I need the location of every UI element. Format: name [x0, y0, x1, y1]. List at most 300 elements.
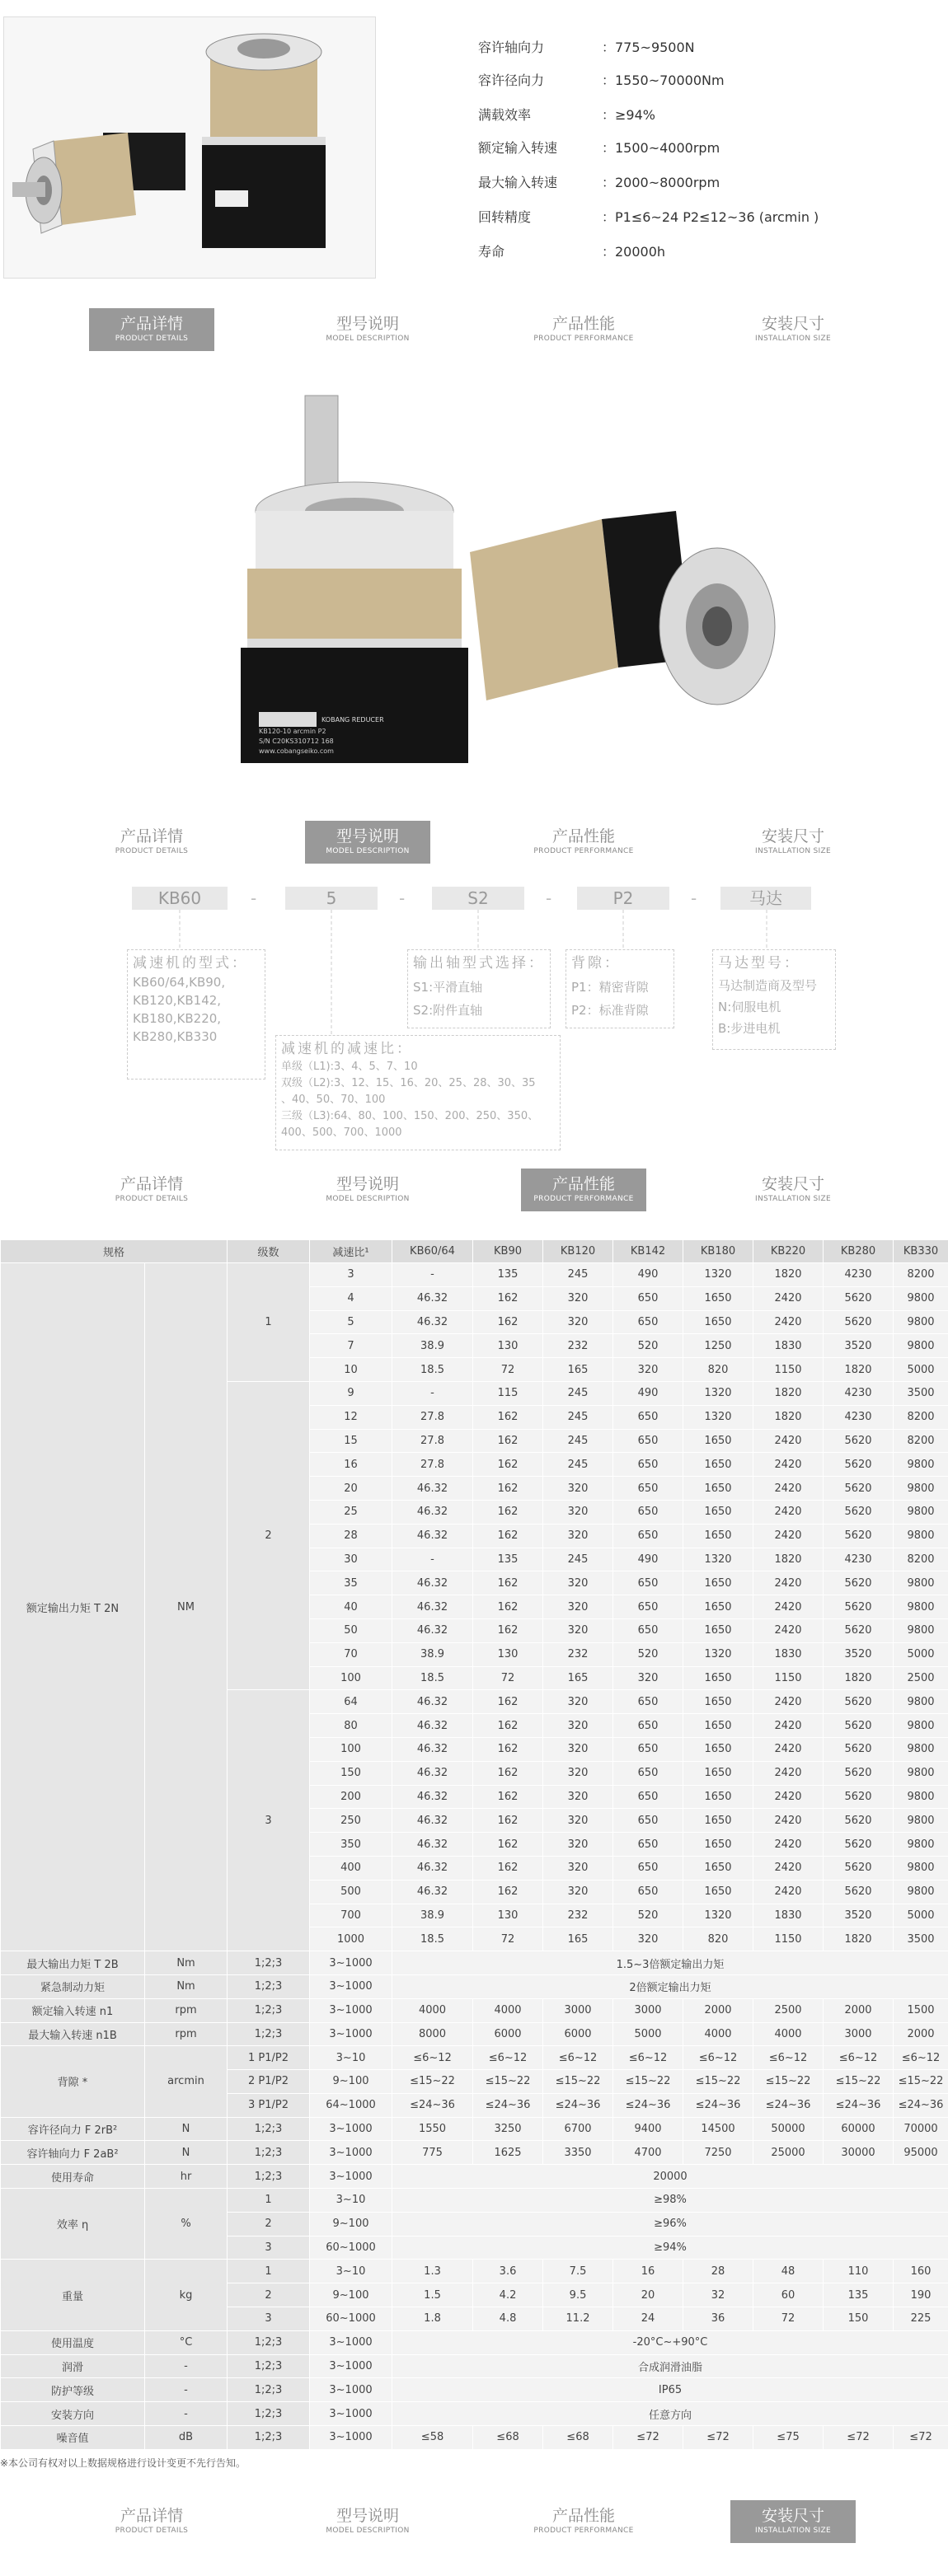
table-cell: 100 [310, 1666, 392, 1690]
table-cell: 46.32 [392, 1785, 473, 1809]
table-cell: 7250 [683, 2141, 753, 2165]
tab-product-performance[interactable] [521, 821, 646, 864]
table-cell: 490 [613, 1548, 683, 1571]
table-cell: 4000 [753, 2022, 824, 2046]
table-cell: 1820 [753, 1381, 824, 1405]
table-cell: 72 [753, 2307, 824, 2331]
tab-installation-size[interactable] [730, 2500, 856, 2543]
table-cell: 775 [392, 2141, 473, 2165]
table-cell: ≥98% [392, 2189, 948, 2213]
table-cell: 1320 [683, 1381, 753, 1405]
table-cell: 5620 [824, 1714, 894, 1738]
desc-shaft [407, 949, 551, 1028]
table-cell: 95000 [894, 2141, 948, 2165]
table-cell: 650 [613, 1453, 683, 1477]
table-header: KB220 [753, 1240, 824, 1263]
table-cell: 320 [543, 1477, 613, 1501]
table-cell: 320 [543, 1500, 613, 1524]
spec-name-cell: 背隙 * [1, 2046, 145, 2117]
desc-title: 减速机的型式： [133, 955, 248, 972]
table-cell: 32 [683, 2283, 753, 2307]
stage-cell: 3 P1/P2 [228, 2093, 310, 2117]
table-cell: 320 [543, 1880, 613, 1904]
unit-cell: arcmin [145, 2046, 228, 2117]
table-row [1, 2260, 948, 2283]
table-cell: 3~1000 [310, 2141, 392, 2165]
table-cell: 500 [310, 1880, 392, 1904]
tab-sublabel: PRODUCT DETAILS [115, 335, 189, 343]
spec-name-cell: 防护等级 [1, 2378, 145, 2402]
brand-label: KOBANG REDUCER [321, 716, 384, 724]
tab-label: 产品性能 [551, 827, 615, 845]
table-cell: 2420 [753, 1809, 824, 1833]
table-cell: 1820 [753, 1548, 824, 1571]
table-cell: 190 [894, 2283, 948, 2307]
desc-line: N:伺服电机 [718, 1000, 781, 1014]
table-cell: 64 [310, 1690, 392, 1714]
table-cell: 2000 [894, 2022, 948, 2046]
table-cell: ≤68 [543, 2426, 613, 2450]
tab-product-details[interactable] [89, 821, 214, 864]
table-cell: 2420 [753, 1785, 824, 1809]
table-cell: 115 [473, 1381, 543, 1405]
table-cell: 8200 [894, 1263, 948, 1287]
table-cell: 2420 [753, 1310, 824, 1334]
table-cell: 46.32 [392, 1856, 473, 1880]
table-cell: 5620 [824, 1429, 894, 1453]
url-label: www.cobangseiko.com [259, 747, 334, 755]
spec-label: 回转精度 [478, 209, 532, 225]
table-cell: 650 [613, 1737, 683, 1761]
code-dash: - [546, 888, 552, 908]
table-cell: 162 [473, 1429, 543, 1453]
desc-line: P1：精密背隙 [571, 980, 649, 995]
unit-cell: hr [145, 2165, 228, 2189]
table-row [1, 1974, 948, 1998]
table-cell: 4700 [613, 2141, 683, 2165]
table-cell: 3500 [894, 1927, 948, 1951]
table-header-row [1, 1240, 948, 1263]
table-cell: 320 [543, 1856, 613, 1880]
table-cell: 650 [613, 1405, 683, 1429]
table-cell: ≤24~36 [543, 2093, 613, 2117]
desc-line: 双级（L2):3、12、15、16、20、25、28、30、35 [281, 1077, 536, 1089]
table-cell: 5620 [824, 1524, 894, 1548]
table-cell: 320 [543, 1595, 613, 1619]
table-cell: 320 [543, 1618, 613, 1642]
table-cell: 46.32 [392, 1833, 473, 1857]
table-cell: 3520 [824, 1334, 894, 1358]
table-cell: 4000 [473, 1998, 543, 2022]
table-cell: 70 [310, 1642, 392, 1666]
table-cell: 3520 [824, 1642, 894, 1666]
unit-cell: NM [145, 1263, 228, 1951]
table-cell: 162 [473, 1880, 543, 1904]
code-dash: - [251, 888, 257, 908]
table-cell: 1650 [683, 1785, 753, 1809]
table-cell: 650 [613, 1714, 683, 1738]
table-cell: 40 [310, 1595, 392, 1619]
table-cell: 5620 [824, 1477, 894, 1501]
unit-cell: - [145, 2354, 228, 2378]
spec-row [478, 107, 655, 124]
table-cell: 3~1000 [310, 2165, 392, 2189]
spec-value: ：2000~8000rpm [602, 175, 720, 190]
stage-cell: 2 [228, 2212, 310, 2236]
table-cell: 72 [473, 1666, 543, 1690]
table-cell: 46.32 [392, 1809, 473, 1833]
table-cell: 162 [473, 1618, 543, 1642]
table-cell: 70000 [894, 2117, 948, 2141]
table-header: KB142 [613, 1240, 683, 1263]
table-cell: 1650 [683, 1618, 753, 1642]
table-header: KB90 [473, 1240, 543, 1263]
table-cell: 9800 [894, 1310, 948, 1334]
table-cell: 650 [613, 1286, 683, 1310]
table-cell: 5620 [824, 1310, 894, 1334]
table-cell: 1830 [753, 1334, 824, 1358]
table-cell: ≤24~36 [473, 2093, 543, 2117]
tab-sublabel: PRODUCT PERFORMANCE [533, 847, 634, 855]
spec-row [478, 209, 819, 226]
table-cell: ≤68 [473, 2426, 543, 2450]
table-cell: 130 [473, 1334, 543, 1358]
desc-line: B:步进电机 [718, 1021, 781, 1036]
table-cell: 5620 [824, 1856, 894, 1880]
table-cell: 162 [473, 1286, 543, 1310]
table-cell: 任意方向 [392, 2402, 948, 2426]
unit-cell: Nm [145, 1974, 228, 1998]
table-cell: 9800 [894, 1880, 948, 1904]
tab-product-performance[interactable] [521, 308, 646, 351]
table-cell: 46.32 [392, 1477, 473, 1501]
table-cell: 4000 [683, 2022, 753, 2046]
table-cell: 1650 [683, 1833, 753, 1857]
stage-cell: 1 [228, 2189, 310, 2213]
table-cell: 320 [543, 1737, 613, 1761]
table-cell: 25 [310, 1500, 392, 1524]
table-cell: 60 [753, 2283, 824, 2307]
table-cell: 4.2 [473, 2283, 543, 2307]
table-cell: 1250 [683, 1334, 753, 1358]
table-cell: 1820 [753, 1263, 824, 1287]
table-cell: 3~10 [310, 2046, 392, 2070]
code-segment-ratio: 5 [285, 887, 378, 910]
table-cell: 28 [310, 1524, 392, 1548]
spec-name-cell: 额定输入转速 n1 [1, 1998, 145, 2022]
tab-label: 安装尺寸 [761, 827, 824, 845]
table-cell: 3~1000 [310, 2117, 392, 2141]
table-cell: 8200 [894, 1429, 948, 1453]
table-row [1, 2046, 948, 2070]
table-cell: 5620 [824, 1809, 894, 1833]
table-cell: 20 [310, 1477, 392, 1501]
performance-table [0, 1239, 948, 2450]
tab-sublabel: MODEL DESCRIPTION [326, 335, 410, 343]
table-cell: 18.5 [392, 1666, 473, 1690]
table-cell: 130 [473, 1642, 543, 1666]
table-cell: 320 [543, 1524, 613, 1548]
table-cell: 1830 [753, 1904, 824, 1927]
stage-cell: 1;2;3 [228, 2330, 310, 2354]
table-cell: 64~1000 [310, 2093, 392, 2117]
tab-label: 产品详情 [120, 827, 183, 845]
table-cell: 46.32 [392, 1524, 473, 1548]
desc-title: 输出轴型式选择： [413, 955, 545, 972]
table-cell: 5620 [824, 1690, 894, 1714]
product-photo [214, 387, 824, 775]
spec-row [478, 40, 695, 56]
table-row [1, 2189, 948, 2213]
table-cell: 38.9 [392, 1334, 473, 1358]
table-cell: ≤24~36 [613, 2093, 683, 2117]
spec-name-cell: 使用寿命 [1, 2165, 145, 2189]
table-cell: 320 [543, 1571, 613, 1595]
table-cell: 1650 [683, 1500, 753, 1524]
table-row [1, 2402, 948, 2426]
table-cell: 7.5 [543, 2260, 613, 2283]
table-cell: 1650 [683, 1714, 753, 1738]
desc-title: 背隙： [571, 955, 621, 972]
table-cell: 2420 [753, 1618, 824, 1642]
table-cell: 1.5~3倍额定输出力矩 [392, 1951, 948, 1975]
table-cell: 25000 [753, 2141, 824, 2165]
tabbar-details [0, 308, 948, 351]
table-cell: 4.8 [473, 2307, 543, 2331]
tab-product-performance[interactable] [521, 2500, 646, 2543]
table-cell: 20000 [392, 2165, 948, 2189]
table-cell: 38.9 [392, 1904, 473, 1927]
table-row [1, 1263, 948, 1287]
table-cell: 135 [473, 1263, 543, 1287]
desc-line: KB280,KB330 [133, 1029, 218, 1044]
stage-cell: 1 P1/P2 [228, 2046, 310, 2070]
table-cell: 1650 [683, 1856, 753, 1880]
tab-model-description[interactable] [305, 1169, 430, 1211]
table-cell: ≤72 [683, 2426, 753, 2450]
table-cell: 1150 [753, 1358, 824, 1382]
table-cell: 110 [824, 2260, 894, 2283]
table-cell: 162 [473, 1809, 543, 1833]
table-cell: 320 [543, 1310, 613, 1334]
table-cell: 46.32 [392, 1737, 473, 1761]
table-cell: 320 [543, 1286, 613, 1310]
table-header: KB60/64 [392, 1240, 473, 1263]
tab-sublabel: PRODUCT DETAILS [115, 2527, 189, 2535]
table-cell: 4230 [824, 1381, 894, 1405]
stage-cell: 1;2;3 [228, 2354, 310, 2378]
table-cell: 1820 [824, 1927, 894, 1951]
unit-cell: dB [145, 2426, 228, 2450]
serial-label: S/N C20KS310712 168 [259, 738, 334, 745]
table-cell: 3~1000 [310, 2354, 392, 2378]
table-cell: 1650 [683, 1477, 753, 1501]
tab-product-details[interactable] [89, 2500, 214, 2543]
table-cell: 合成润滑油脂 [392, 2354, 948, 2378]
table-cell: 1830 [753, 1642, 824, 1666]
unit-cell: Nm [145, 1951, 228, 1975]
table-cell: 350 [310, 1833, 392, 1857]
table-cell: 2420 [753, 1477, 824, 1501]
desc-ratio [275, 1035, 561, 1150]
table-cell: 5620 [824, 1571, 894, 1595]
table-cell: 3~10 [310, 2260, 392, 2283]
table-cell: 2000 [683, 1998, 753, 2022]
table-cell: 27.8 [392, 1453, 473, 1477]
tabbar-performance [0, 1169, 948, 1211]
tab-sublabel: PRODUCT PERFORMANCE [533, 1195, 634, 1203]
table-header: KB280 [824, 1240, 894, 1263]
table-cell: 3~1000 [310, 1998, 392, 2022]
desc-motor [712, 949, 836, 1050]
table-cell: 650 [613, 1785, 683, 1809]
stage-cell: 1;2;3 [228, 2165, 310, 2189]
spec-value: ：P1≤6~24 P2≤12~36 (arcmin ) [602, 209, 819, 225]
tab-product-details[interactable] [89, 1169, 214, 1211]
desc-line: 、40、50、70、100 [281, 1094, 386, 1106]
tab-model-description[interactable] [305, 2500, 430, 2543]
table-cell: 9~100 [310, 2283, 392, 2307]
spec-value: ：775~9500N [602, 40, 695, 55]
table-cell: 2420 [753, 1571, 824, 1595]
product-thumbnail [3, 16, 376, 279]
tab-sublabel: INSTALLATION SIZE [755, 2527, 831, 2535]
table-cell: ≤15~22 [824, 2070, 894, 2094]
table-cell: 1650 [683, 1737, 753, 1761]
gearbox-right-illustration [202, 34, 326, 248]
tab-label: 产品详情 [120, 1175, 183, 1193]
table-cell: 1650 [683, 1690, 753, 1714]
tab-model-description[interactable] [305, 821, 430, 864]
tab-label: 安装尺寸 [761, 2507, 824, 2525]
table-cell: 162 [473, 1453, 543, 1477]
tab-label: 安装尺寸 [761, 315, 824, 333]
table-cell: 520 [613, 1642, 683, 1666]
table-cell: ≤6~12 [392, 2046, 473, 2070]
tab-installation-size[interactable] [730, 308, 856, 351]
table-cell: 5000 [894, 1904, 948, 1927]
unit-cell: - [145, 2378, 228, 2402]
table-cell: 10 [310, 1358, 392, 1382]
table-cell: 3~1000 [310, 1951, 392, 1975]
table-row [1, 1998, 948, 2022]
table-cell: 1320 [683, 1405, 753, 1429]
table-cell: 27.8 [392, 1405, 473, 1429]
spec-value: ：20000h [602, 244, 666, 260]
code-segment-backlash: P2 [577, 887, 669, 910]
table-cell: 9800 [894, 1477, 948, 1501]
table-cell: 1650 [683, 1666, 753, 1690]
table-cell: 9800 [894, 1618, 948, 1642]
tab-sublabel: MODEL DESCRIPTION [326, 847, 410, 855]
table-cell: 5000 [894, 1642, 948, 1666]
desc-title: 减速机的减速比： [281, 1041, 413, 1057]
table-cell: 4230 [824, 1263, 894, 1287]
table-cell: 162 [473, 1595, 543, 1619]
table-cell: 320 [613, 1666, 683, 1690]
table-cell: 320 [543, 1761, 613, 1785]
table-cell: 1650 [683, 1595, 753, 1619]
table-cell: 135 [473, 1548, 543, 1571]
table-cell: 490 [613, 1263, 683, 1287]
spec-name-cell: 效率 η [1, 2189, 145, 2260]
table-cell: ≤72 [894, 2426, 948, 2450]
table-cell: ≤15~22 [543, 2070, 613, 2094]
stage-cell: 1 [228, 1263, 310, 1382]
table-cell: 520 [613, 1334, 683, 1358]
table-cell: 2000 [824, 1998, 894, 2022]
tab-sublabel: INSTALLATION SIZE [755, 1195, 831, 1203]
table-cell: 3~1000 [310, 2330, 392, 2354]
table-cell: 165 [543, 1358, 613, 1382]
table-cell: 320 [543, 1785, 613, 1809]
table-cell: ≤6~12 [613, 2046, 683, 2070]
table-cell: 1320 [683, 1642, 753, 1666]
table-cell: 6700 [543, 2117, 613, 2141]
unit-cell: N [145, 2117, 228, 2141]
tab-label: 产品详情 [120, 315, 183, 333]
table-cell: ≤15~22 [473, 2070, 543, 2094]
table-cell: 1150 [753, 1927, 824, 1951]
tab-installation-size[interactable] [730, 1169, 856, 1211]
unit-cell: rpm [145, 1998, 228, 2022]
tab-product-performance[interactable] [521, 1169, 646, 1211]
tab-label: 产品性能 [551, 2507, 615, 2525]
table-cell: 35 [310, 1571, 392, 1595]
table-cell: 1.3 [392, 2260, 473, 2283]
stage-cell: 2 [228, 2283, 310, 2307]
tab-model-description[interactable] [305, 308, 430, 351]
table-cell: 3000 [543, 1998, 613, 2022]
tab-sublabel: MODEL DESCRIPTION [326, 1195, 410, 1203]
table-cell: 1320 [683, 1548, 753, 1571]
spec-label: 额定输入转速 [478, 140, 558, 156]
tab-label: 安装尺寸 [761, 1175, 824, 1193]
spec-name-cell: 容许轴向力 F 2aB² [1, 2141, 145, 2165]
table-cell: 820 [683, 1358, 753, 1382]
table-cell: 46.32 [392, 1690, 473, 1714]
tab-product-details[interactable] [89, 308, 214, 351]
table-cell: 15 [310, 1429, 392, 1453]
table-cell: 46.32 [392, 1500, 473, 1524]
table-cell: ≤6~12 [473, 2046, 543, 2070]
stage-cell: 2 P1/P2 [228, 2070, 310, 2094]
table-cell: ≤24~36 [753, 2093, 824, 2117]
tab-label: 产品性能 [551, 1175, 615, 1193]
table-cell: 4230 [824, 1405, 894, 1429]
table-cell: 165 [543, 1927, 613, 1951]
tab-label: 型号说明 [336, 2507, 399, 2525]
table-cell: 46.32 [392, 1714, 473, 1738]
stage-cell: 3 [228, 2307, 310, 2331]
table-cell: 5620 [824, 1618, 894, 1642]
table-cell: 72 [473, 1927, 543, 1951]
table-cell: 162 [473, 1690, 543, 1714]
stage-cell: 1;2;3 [228, 2402, 310, 2426]
desc-title: 马达型号： [718, 955, 800, 972]
table-cell: 9800 [894, 1286, 948, 1310]
table-cell: 5000 [613, 2022, 683, 2046]
table-cell: 245 [543, 1429, 613, 1453]
tab-installation-size[interactable] [730, 821, 856, 864]
table-cell: 162 [473, 1571, 543, 1595]
table-cell: 9800 [894, 1690, 948, 1714]
table-cell: 3500 [894, 1381, 948, 1405]
table-cell: 650 [613, 1310, 683, 1334]
table-cell: 650 [613, 1856, 683, 1880]
spec-row [478, 175, 720, 191]
table-cell: 650 [613, 1761, 683, 1785]
